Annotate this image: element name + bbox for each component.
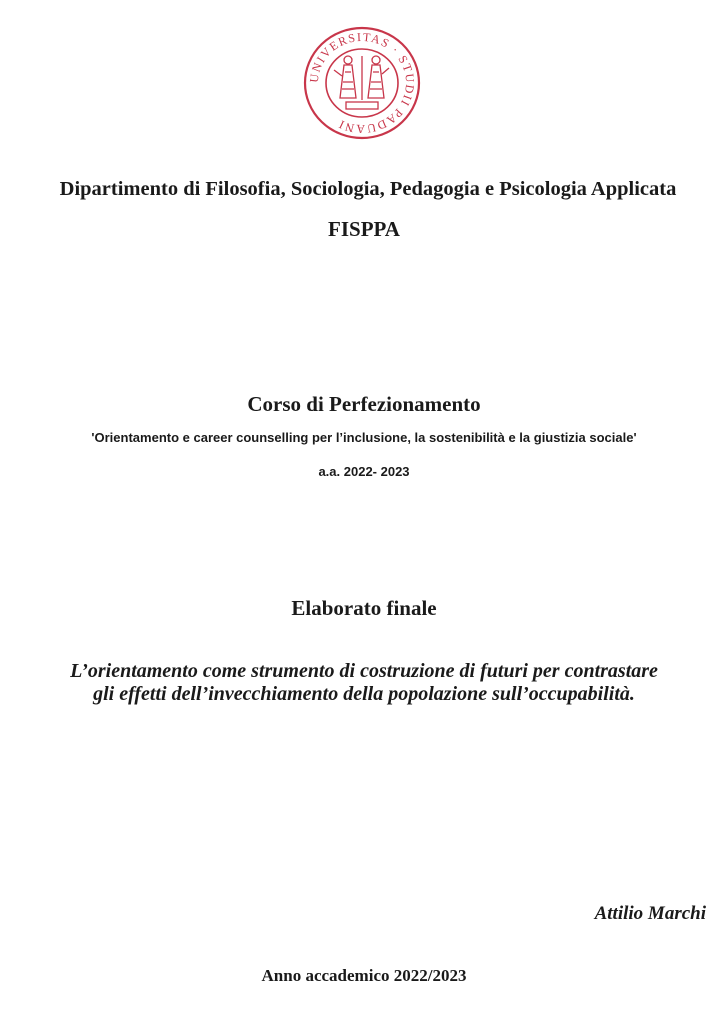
course-academic-year: a.a. 2022- 2023 xyxy=(318,464,410,479)
university-seal-logo xyxy=(302,26,422,141)
thesis-title-line-1: L’orientamento come strumento di costruzione di futuri per contrastare xyxy=(70,660,658,682)
course-title: Corso di Perfezionamento xyxy=(247,392,481,416)
department-code: FISPPA xyxy=(328,217,400,241)
seal-figures-icon xyxy=(334,56,389,109)
thesis-title xyxy=(0,660,728,706)
thesis-title-line-2: gli effetti dell’invecchiamento della popolazione sull’occupabilità. xyxy=(93,683,635,705)
author-name: Attilio Marchi xyxy=(594,903,706,924)
department-name: Dipartimento di Filosofia, Sociologia, Pedagogia e Psicologia Applicata xyxy=(59,178,677,200)
thesis-label: Elaborato finale xyxy=(291,596,437,620)
footer-academic-year: Anno accademico 2022/2023 xyxy=(261,966,467,985)
seal-ring-text: UNIVERSITAS · STUDII PADUANI xyxy=(306,29,418,137)
course-subtitle: 'Orientamento e career counselling per l’inclusione, la sostenibilità e la giustizia sociale' xyxy=(91,430,637,445)
